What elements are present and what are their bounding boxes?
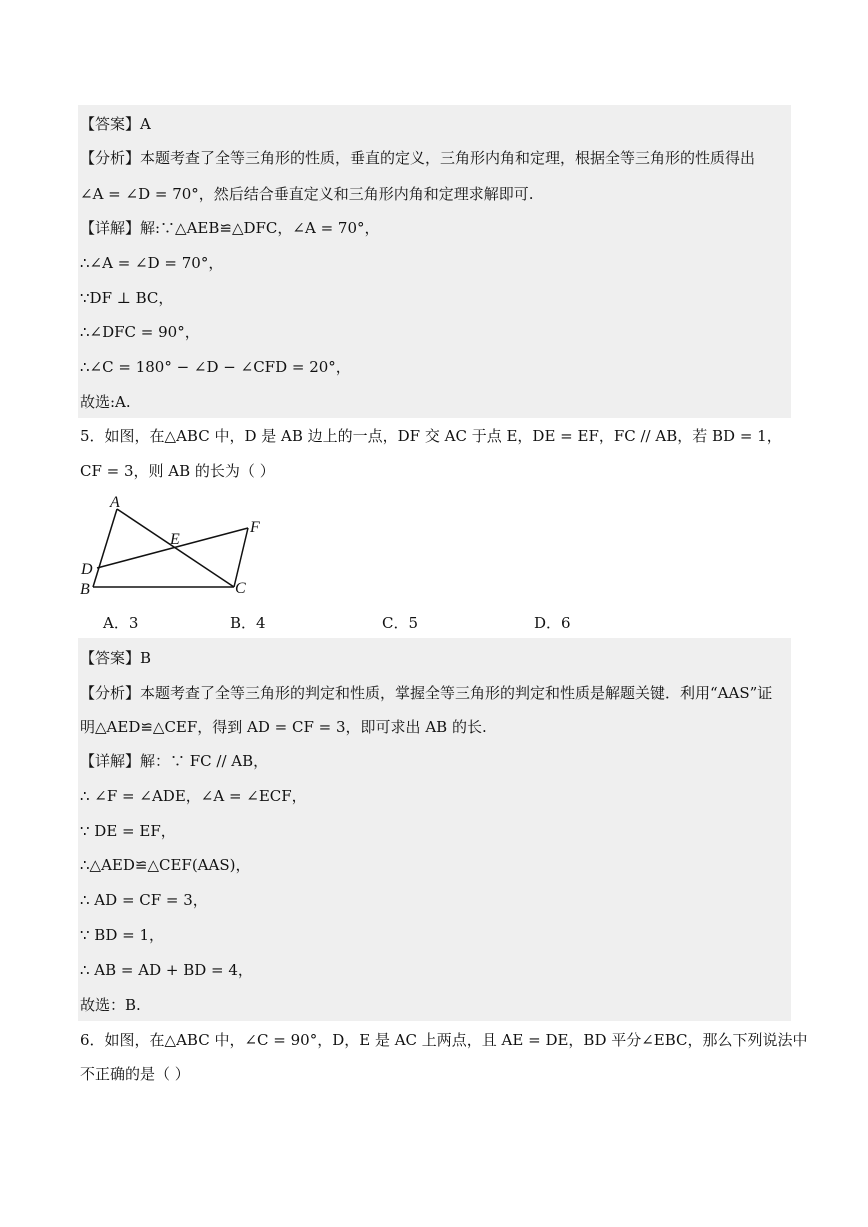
analysis-5-line2: 明△AED≌△CEF，得到 AD = CF = 3，即可求出 AB 的长. xyxy=(80,718,487,736)
segment-CF xyxy=(234,528,248,587)
label-B: B xyxy=(80,581,90,598)
label-D: D xyxy=(81,561,93,578)
label-E: E xyxy=(170,531,180,548)
answer-4: 【答案】A xyxy=(80,115,151,133)
detail-5-step2: ∴ ∠F = ∠ADE，∠A = ∠ECF， xyxy=(80,787,307,805)
geometry-figure-5 xyxy=(78,492,278,602)
detail-5-step4: ∴△AED≌△CEF(AAS)， xyxy=(80,856,251,874)
detail-4-step2: ∴∠A = ∠D = 70°， xyxy=(80,254,224,272)
detail-4-step1: 【详解】解:∵△AEB≌△DFC，∠A = 70°， xyxy=(80,219,380,237)
detail-4-step6: 故选:A. xyxy=(80,393,131,411)
label-A: A xyxy=(110,494,120,511)
question-5-line2: CF = 3，则 AB 的长为（ ） xyxy=(80,462,275,480)
question-6-line2: 不正确的是（ ） xyxy=(80,1065,190,1083)
label-F: F xyxy=(250,519,260,536)
detail-5-step3: ∵ DE = EF， xyxy=(80,822,176,840)
analysis-4-line1: 【分析】本题考查了全等三角形的性质，垂直的定义，三角形内角和定理，根据全等三角形的性质得出 xyxy=(80,149,756,167)
question-5-line1: 5．如图，在△ABC 中，D 是 AB 边上的一点，DF 交 AC 于点 E，DE = EF，FC // AB，若 BD = 1， xyxy=(80,427,782,445)
detail-5-step5: ∴ AD = CF = 3， xyxy=(80,891,208,909)
detail-5-step1: 【详解】解：∵ FC // AB， xyxy=(80,752,269,770)
question-6-line1: 6．如图，在△ABC 中，∠C = 90°，D，E 是 AC 上两点，且 AE = DE，BD 平分∠EBC，那么下列说法中 xyxy=(80,1031,808,1049)
detail-5-step7: ∴ AB = AD + BD = 4， xyxy=(80,961,253,979)
analysis-4-line2: ∠A = ∠D = 70°，然后结合垂直定义和三角形内角和定理求解即可. xyxy=(80,185,534,203)
segment-AB xyxy=(93,509,117,587)
detail-5-step8: 故选：B. xyxy=(80,996,141,1014)
detail-4-step4: ∴∠DFC = 90°， xyxy=(80,323,200,341)
option-a: A．3 xyxy=(103,614,139,632)
label-C: C xyxy=(235,580,246,597)
option-c: C．5 xyxy=(382,614,419,632)
analysis-5-line1: 【分析】本题考查了全等三角形的判定和性质，掌握全等三角形的判定和性质是解题关键．利用“AAS”证 xyxy=(80,684,773,702)
detail-5-step6: ∵ BD = 1， xyxy=(80,926,165,944)
answer-5: 【答案】B xyxy=(80,649,152,667)
segment-AC xyxy=(117,509,234,587)
option-b: B．4 xyxy=(230,614,266,632)
detail-4-step3: ∵DF ⊥ BC， xyxy=(80,289,174,307)
detail-4-step5: ∴∠C = 180° − ∠D − ∠CFD = 20°， xyxy=(80,358,351,376)
option-d: D．6 xyxy=(534,614,571,632)
